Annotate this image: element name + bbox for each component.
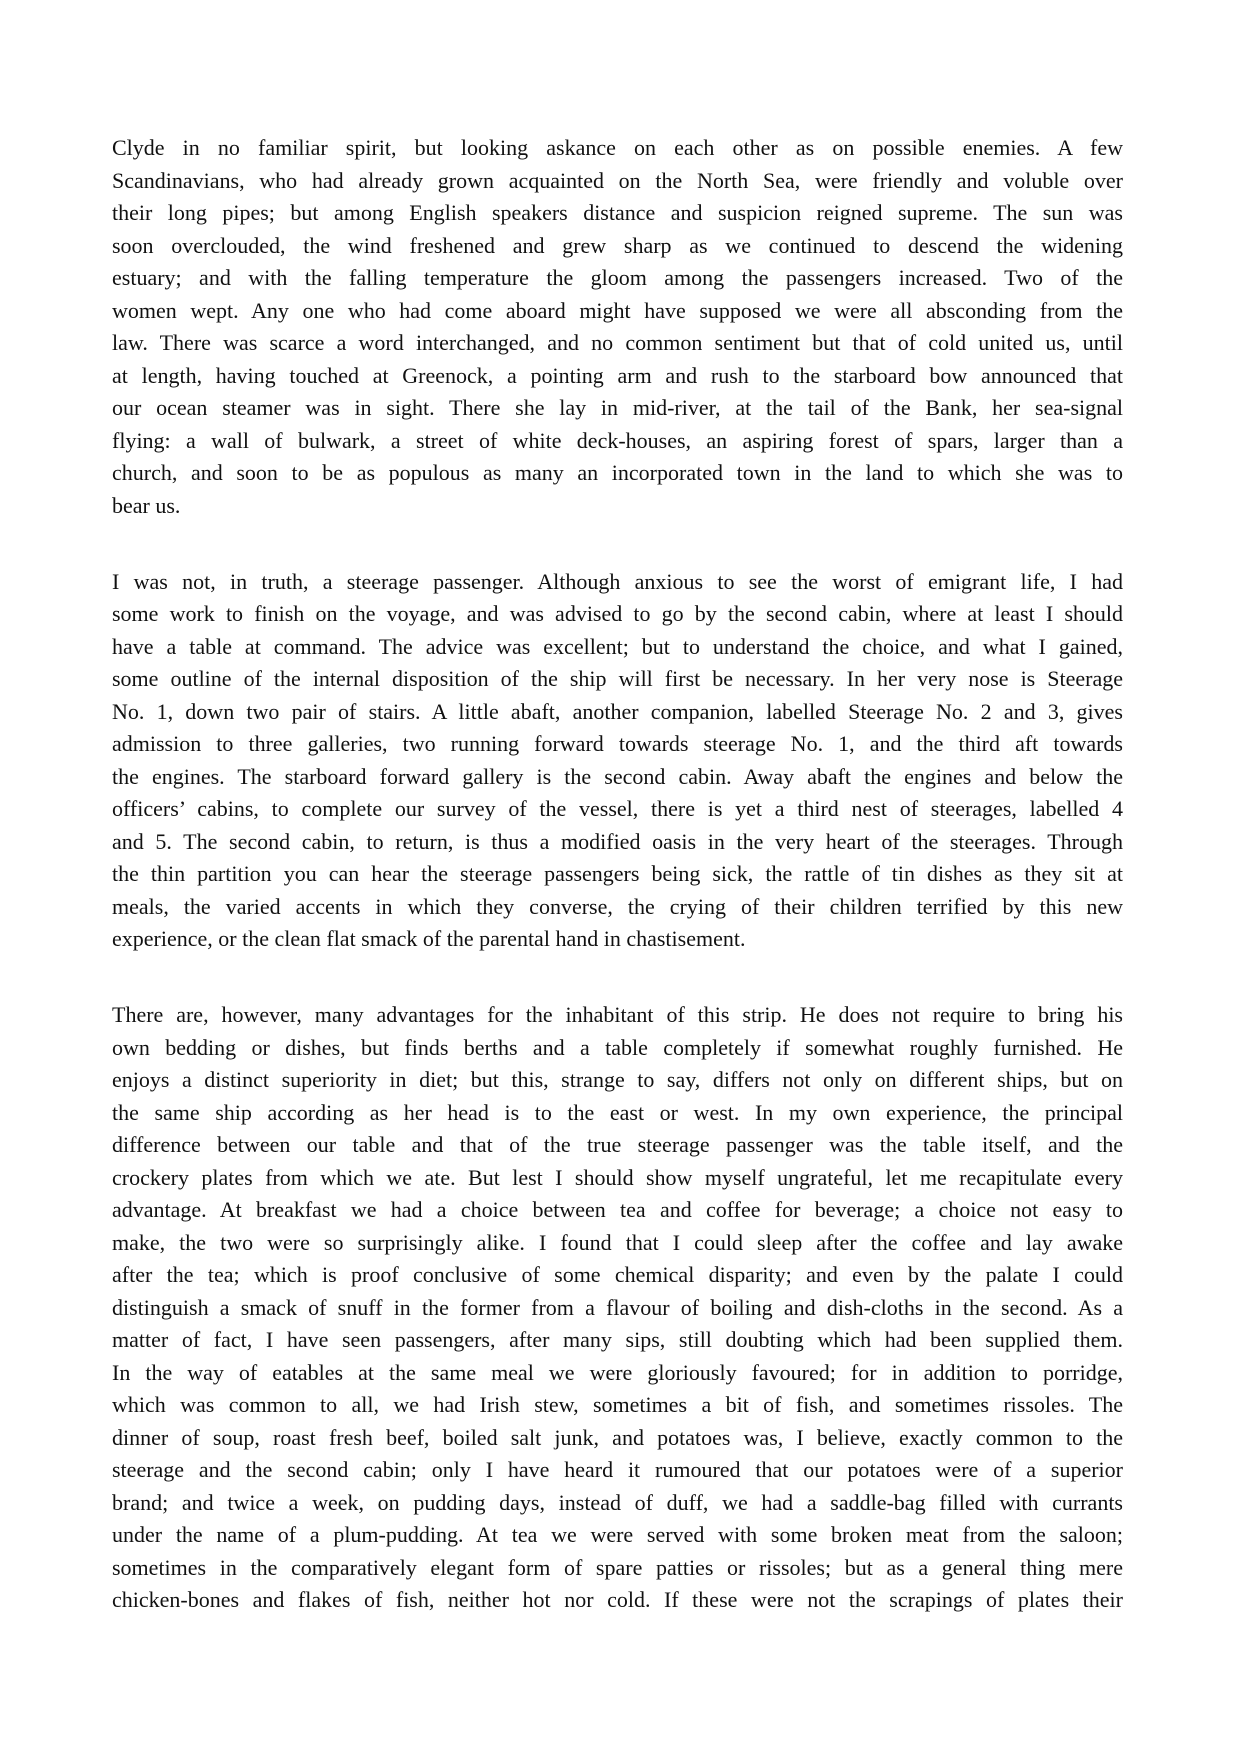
text-line: church, and soon to be as populous as many an incorporated town in the land to which she was to [112, 460, 1123, 485]
text-line: the thin partition you can hear the steerage passengers being sick, the rattle of tin dishes as they sit at [112, 861, 1123, 886]
text-line: No. 1, down two pair of stairs. A little abaft, another companion, labelled Steerage No. 2 and 3, gives [112, 698, 1123, 724]
text-line: some outline of the internal disposition of the ship will first be necessary. In her very nose is Steerage [112, 666, 1123, 691]
text-line: advantage. At breakfast we had a choice between tea and coffee for beverage; a choice not easy to [112, 1197, 1123, 1222]
text-line: the same ship according as her head is to the east or west. In my own experience, the principal [112, 1099, 1123, 1125]
text-line: difference between our table and that of the true steerage passenger was the table itself, and the [112, 1132, 1123, 1157]
text-line: meals, the varied accents in which they converse, the crying of their children terrified by this new [112, 893, 1123, 919]
text-line: admission to three galleries, two running forward towards steerage No. 1, and the third aft towards [112, 731, 1123, 756]
text-line: make, the two were so surprisingly alike. I found that I could sleep after the coffee and lay awake [112, 1229, 1123, 1255]
text-line: women wept. Any one who had come aboard might have supposed we were all absconding from the [112, 297, 1123, 323]
text-line: after the tea; which is proof conclusive of some chemical disparity; and even by the palate I could [112, 1262, 1123, 1287]
text-line: There are, however, many advantages for the inhabitant of this strip. He does not require to bring his [112, 1002, 1123, 1027]
text-line: Scandinavians, who had already grown acquainted on the North Sea, were friendly and voluble over [112, 167, 1123, 193]
text-line: flying: a wall of bulwark, a street of white deck-houses, an aspiring forest of spars, larger than a [112, 427, 1123, 453]
text-line: chicken-bones and flakes of fish, neither hot nor cold. If these were not the scrapings of plates their [112, 1587, 1123, 1612]
text-line: estuary; and with the falling temperature the gloom among the passengers increased. Two of the [112, 265, 1123, 290]
text-line: In the way of eatables at the same meal we were gloriously favoured; for in addition to porridge, [112, 1359, 1123, 1385]
text-line: and 5. The second cabin, to return, is thus a modified oasis in the very heart of the steerages. Through [112, 828, 1123, 854]
text-line: the engines. The starboard forward gallery is the second cabin. Away abaft the engines and below the [112, 763, 1123, 789]
text-line: soon overclouded, the wind freshened and grew sharp as we continued to descend the widening [112, 232, 1123, 258]
paragraph [112, 566, 1123, 956]
text-line: officers’ cabins, to complete our survey of the vessel, there is yet a third nest of steerages, labelled 4 [112, 796, 1123, 821]
text-line: Clyde in no familiar spirit, but looking askance on each other as on possible enemies. A few [112, 135, 1123, 160]
paragraph [112, 132, 1123, 522]
text-line: distinguish a smack of snuff in the former from a flavour of boiling and dish-cloths in the second. As a [112, 1294, 1123, 1320]
text-line: enjoys a distinct superiority in diet; but this, strange to say, differs not only on different ships, but on [112, 1067, 1123, 1092]
text-line: which was common to all, we had Irish stew, sometimes a bit of fish, and sometimes rissoles. The [112, 1392, 1123, 1417]
text-line: I was not, in truth, a steerage passenger. Although anxious to see the worst of emigrant life, I had [112, 568, 1123, 594]
text-line: under the name of a plum-pudding. At tea we were served with some broken meat from the saloon; [112, 1522, 1123, 1547]
text-line: law. There was scarce a word interchanged, and no common sentiment but that of cold united us, until [112, 330, 1123, 355]
text-line: some work to finish on the voyage, and was advised to go by the second cabin, where at least I should [112, 601, 1123, 626]
text-line: our ocean steamer was in sight. There she lay in mid-river, at the tail of the Bank, her sea-signal [112, 395, 1123, 420]
text-line: bear us. [112, 492, 181, 518]
paragraph [112, 999, 1123, 1617]
text-line: sometimes in the comparatively elegant form of spare patties or rissoles; but as a general thing mere [112, 1554, 1123, 1580]
text-line: experience, or the clean flat smack of the parental hand in chastisement. [112, 926, 746, 951]
text-line: have a table at command. The advice was excellent; but to understand the choice, and what I gained, [112, 633, 1123, 659]
text-line: dinner of soup, roast fresh beef, boiled salt junk, and potatoes was, I believe, exactly common to the [112, 1424, 1123, 1450]
text-line: brand; and twice a week, on pudding days, instead of duff, we had a saddle-bag filled with currants [112, 1489, 1123, 1515]
text-line: at length, having touched at Greenock, a pointing arm and rush to the starboard bow announced that [112, 362, 1123, 388]
text-line: their long pipes; but among English speakers distance and suspicion reigned supreme. The sun was [112, 200, 1123, 225]
text-line: own bedding or dishes, but finds berths and a table completely if somewhat roughly furnished. He [112, 1034, 1123, 1060]
text-line: steerage and the second cabin; only I have heard it rumoured that our potatoes were of a superior [112, 1457, 1123, 1482]
text-line: crockery plates from which we ate. But lest I should show myself ungrateful, let me recapitulate every [112, 1164, 1123, 1190]
text-line: matter of fact, I have seen passengers, after many sips, still doubting which had been supplied them. [112, 1327, 1123, 1352]
document-page [112, 132, 1123, 1660]
